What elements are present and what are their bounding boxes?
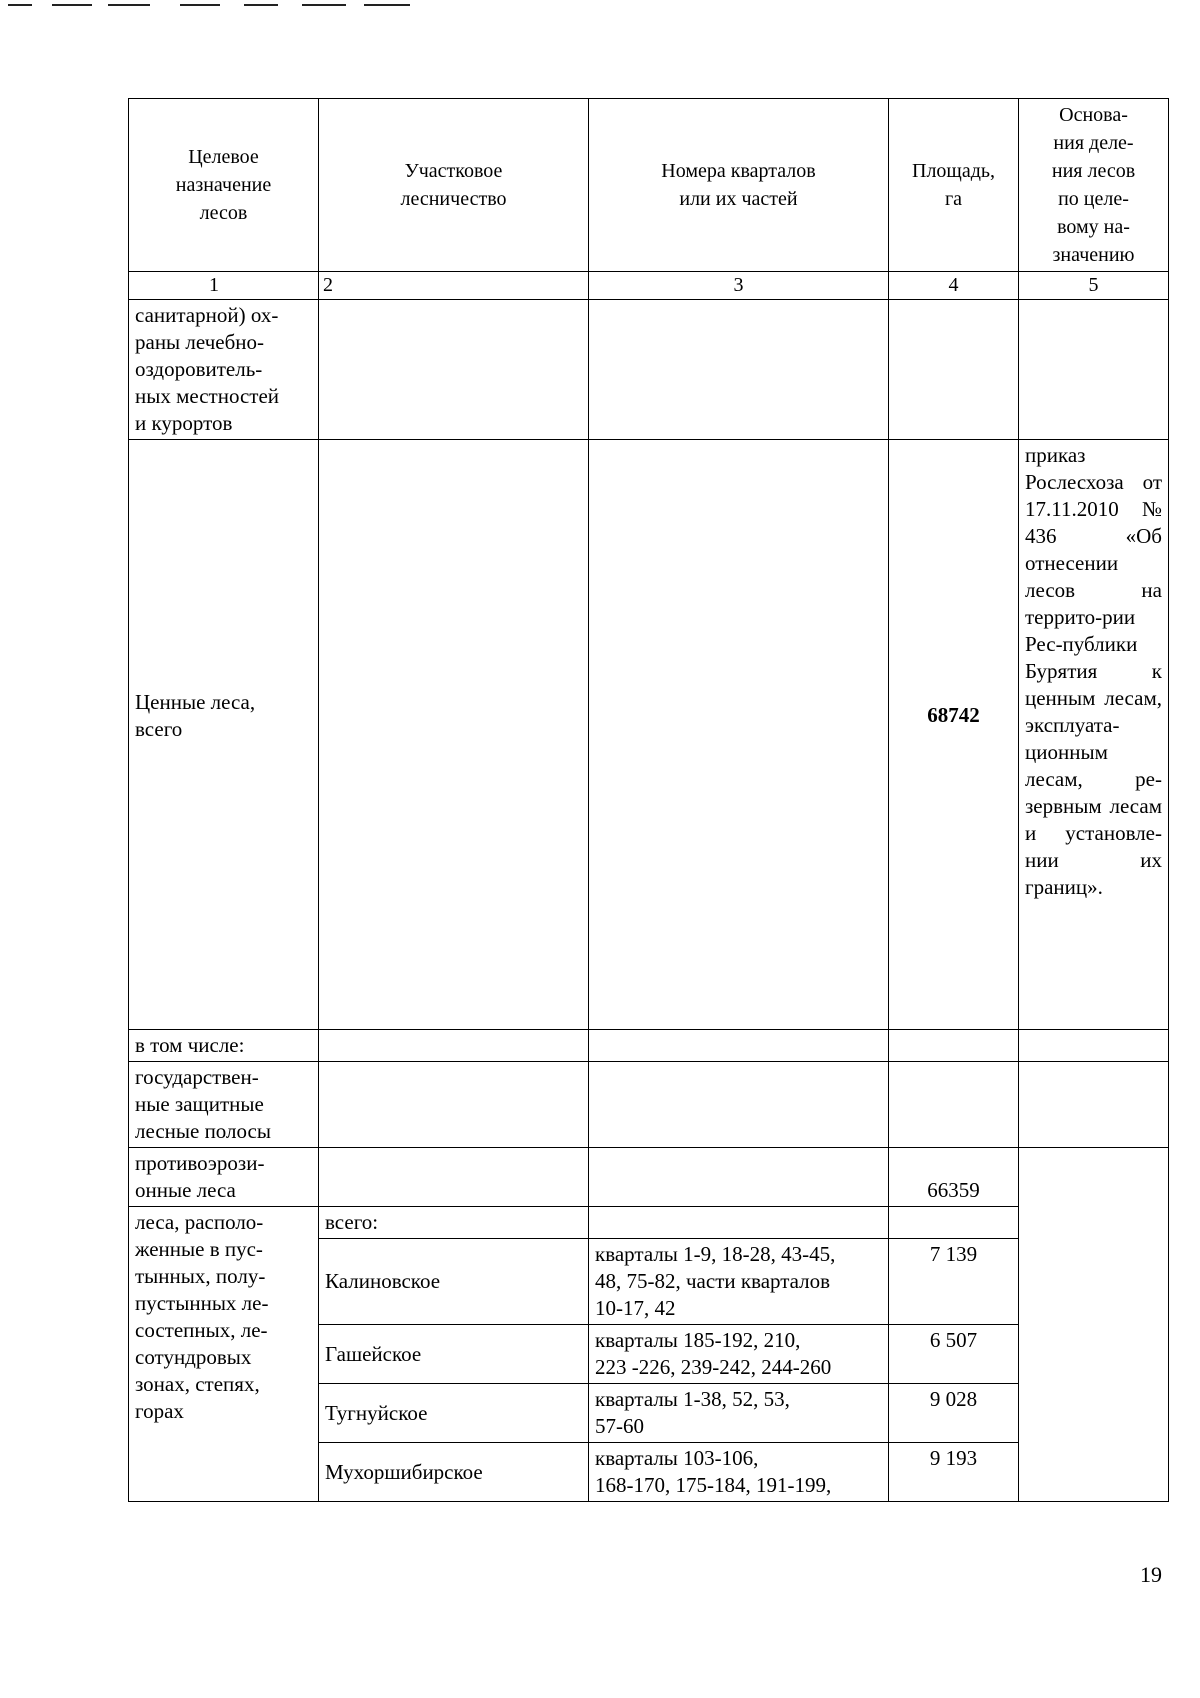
district-name: Тугнуйское xyxy=(319,1384,589,1443)
district-cell xyxy=(319,1148,589,1207)
column-number-3: 3 xyxy=(589,272,889,300)
district-cell xyxy=(319,300,589,440)
purpose-desert: леса, располо- женные в пус- тынных, полу- пустынных ле- состепных, ле- сотундровых зонах, степях, горах xyxy=(129,1207,319,1502)
area-cell xyxy=(889,1207,1019,1239)
header-quarters: Номера кварталов или их частей xyxy=(589,99,889,272)
area-cell xyxy=(889,300,1019,440)
basis-cell xyxy=(1019,1148,1169,1502)
basis-valuable: приказ Рослесхоза от 17.11.2010 № 436 «Об отнесении лесов на террито-рии Рес-публики Бурятия к ценным лесам, эксплуата-ционным лесам, ре-зервным лесам и установле-нии их границ». xyxy=(1019,440,1169,1030)
table-row-desert-total xyxy=(129,1207,1169,1239)
basis-cell xyxy=(1019,1062,1169,1148)
district-quarters: кварталы 185-192, 210, 223 -226, 239-242, 244-260 xyxy=(589,1325,889,1384)
quarters-cell xyxy=(589,1148,889,1207)
area-cell xyxy=(889,1030,1019,1062)
district-cell xyxy=(319,1062,589,1148)
column-number-2: 2 xyxy=(319,272,589,300)
table-row-valuable xyxy=(129,440,1169,1030)
header-basis: Основа- ния деле- ния лесов по целе- вому на- значению xyxy=(1019,99,1169,272)
header-purpose: Целевое назначение лесов xyxy=(129,99,319,272)
table-row-sanitary xyxy=(129,300,1169,440)
area-valuable: 68742 xyxy=(889,440,1019,1030)
purpose-valuable: Ценные леса, всего xyxy=(129,440,319,1030)
basis-cell xyxy=(1019,1030,1169,1062)
quarters-cell xyxy=(589,300,889,440)
quarters-cell xyxy=(589,1207,889,1239)
district-area: 9 193 xyxy=(889,1443,1019,1502)
district-cell xyxy=(319,1030,589,1062)
column-number-1: 1 xyxy=(129,272,319,300)
quarters-cell xyxy=(589,1030,889,1062)
purpose-anti-erosion: противоэрози- онные леса xyxy=(129,1148,319,1207)
district-area: 9 028 xyxy=(889,1384,1019,1443)
page-number: 19 xyxy=(1140,1562,1162,1587)
purpose-including: в том числе: xyxy=(129,1030,319,1062)
quarters-cell xyxy=(589,1062,889,1148)
table-row-state-belts xyxy=(129,1062,1169,1148)
area-anti-erosion-total: 66359 xyxy=(889,1148,1019,1207)
basis-cell xyxy=(1019,300,1169,440)
district-name: Гашейское xyxy=(319,1325,589,1384)
table-row-anti-erosion xyxy=(129,1148,1169,1207)
district-quarters: кварталы 1-9, 18-28, 43-45, 48, 75-82, части кварталов 10-17, 42 xyxy=(589,1239,889,1325)
table-row-including xyxy=(129,1030,1169,1062)
quarters-cell xyxy=(589,440,889,1030)
district-cell xyxy=(319,440,589,1030)
district-quarters: кварталы 1-38, 52, 53, 57-60 xyxy=(589,1384,889,1443)
district-name: Калиновское xyxy=(319,1239,589,1325)
column-number-row xyxy=(129,272,1169,300)
scan-edge-marks xyxy=(0,0,460,12)
purpose-sanitary: санитарной) ох- раны лечебно- оздоровитель- ных местностей и курортов xyxy=(129,300,319,440)
district-quarters: кварталы 103-106, 168-170, 175-184, 191-199, xyxy=(589,1443,889,1502)
header-area: Площадь, га xyxy=(889,99,1019,272)
forest-purpose-table xyxy=(128,98,1169,1502)
column-number-4: 4 xyxy=(889,272,1019,300)
district-name: Мухоршибирское xyxy=(319,1443,589,1502)
district-area: 7 139 xyxy=(889,1239,1019,1325)
district-area: 6 507 xyxy=(889,1325,1019,1384)
column-number-5: 5 xyxy=(1019,272,1169,300)
purpose-state-belts: государствен- ные защитные лесные полосы xyxy=(129,1062,319,1148)
header-district: Участковое лесничество xyxy=(319,99,589,272)
table-header-row xyxy=(129,99,1169,272)
area-cell xyxy=(889,1062,1019,1148)
district-total-label: всего: xyxy=(319,1207,589,1239)
